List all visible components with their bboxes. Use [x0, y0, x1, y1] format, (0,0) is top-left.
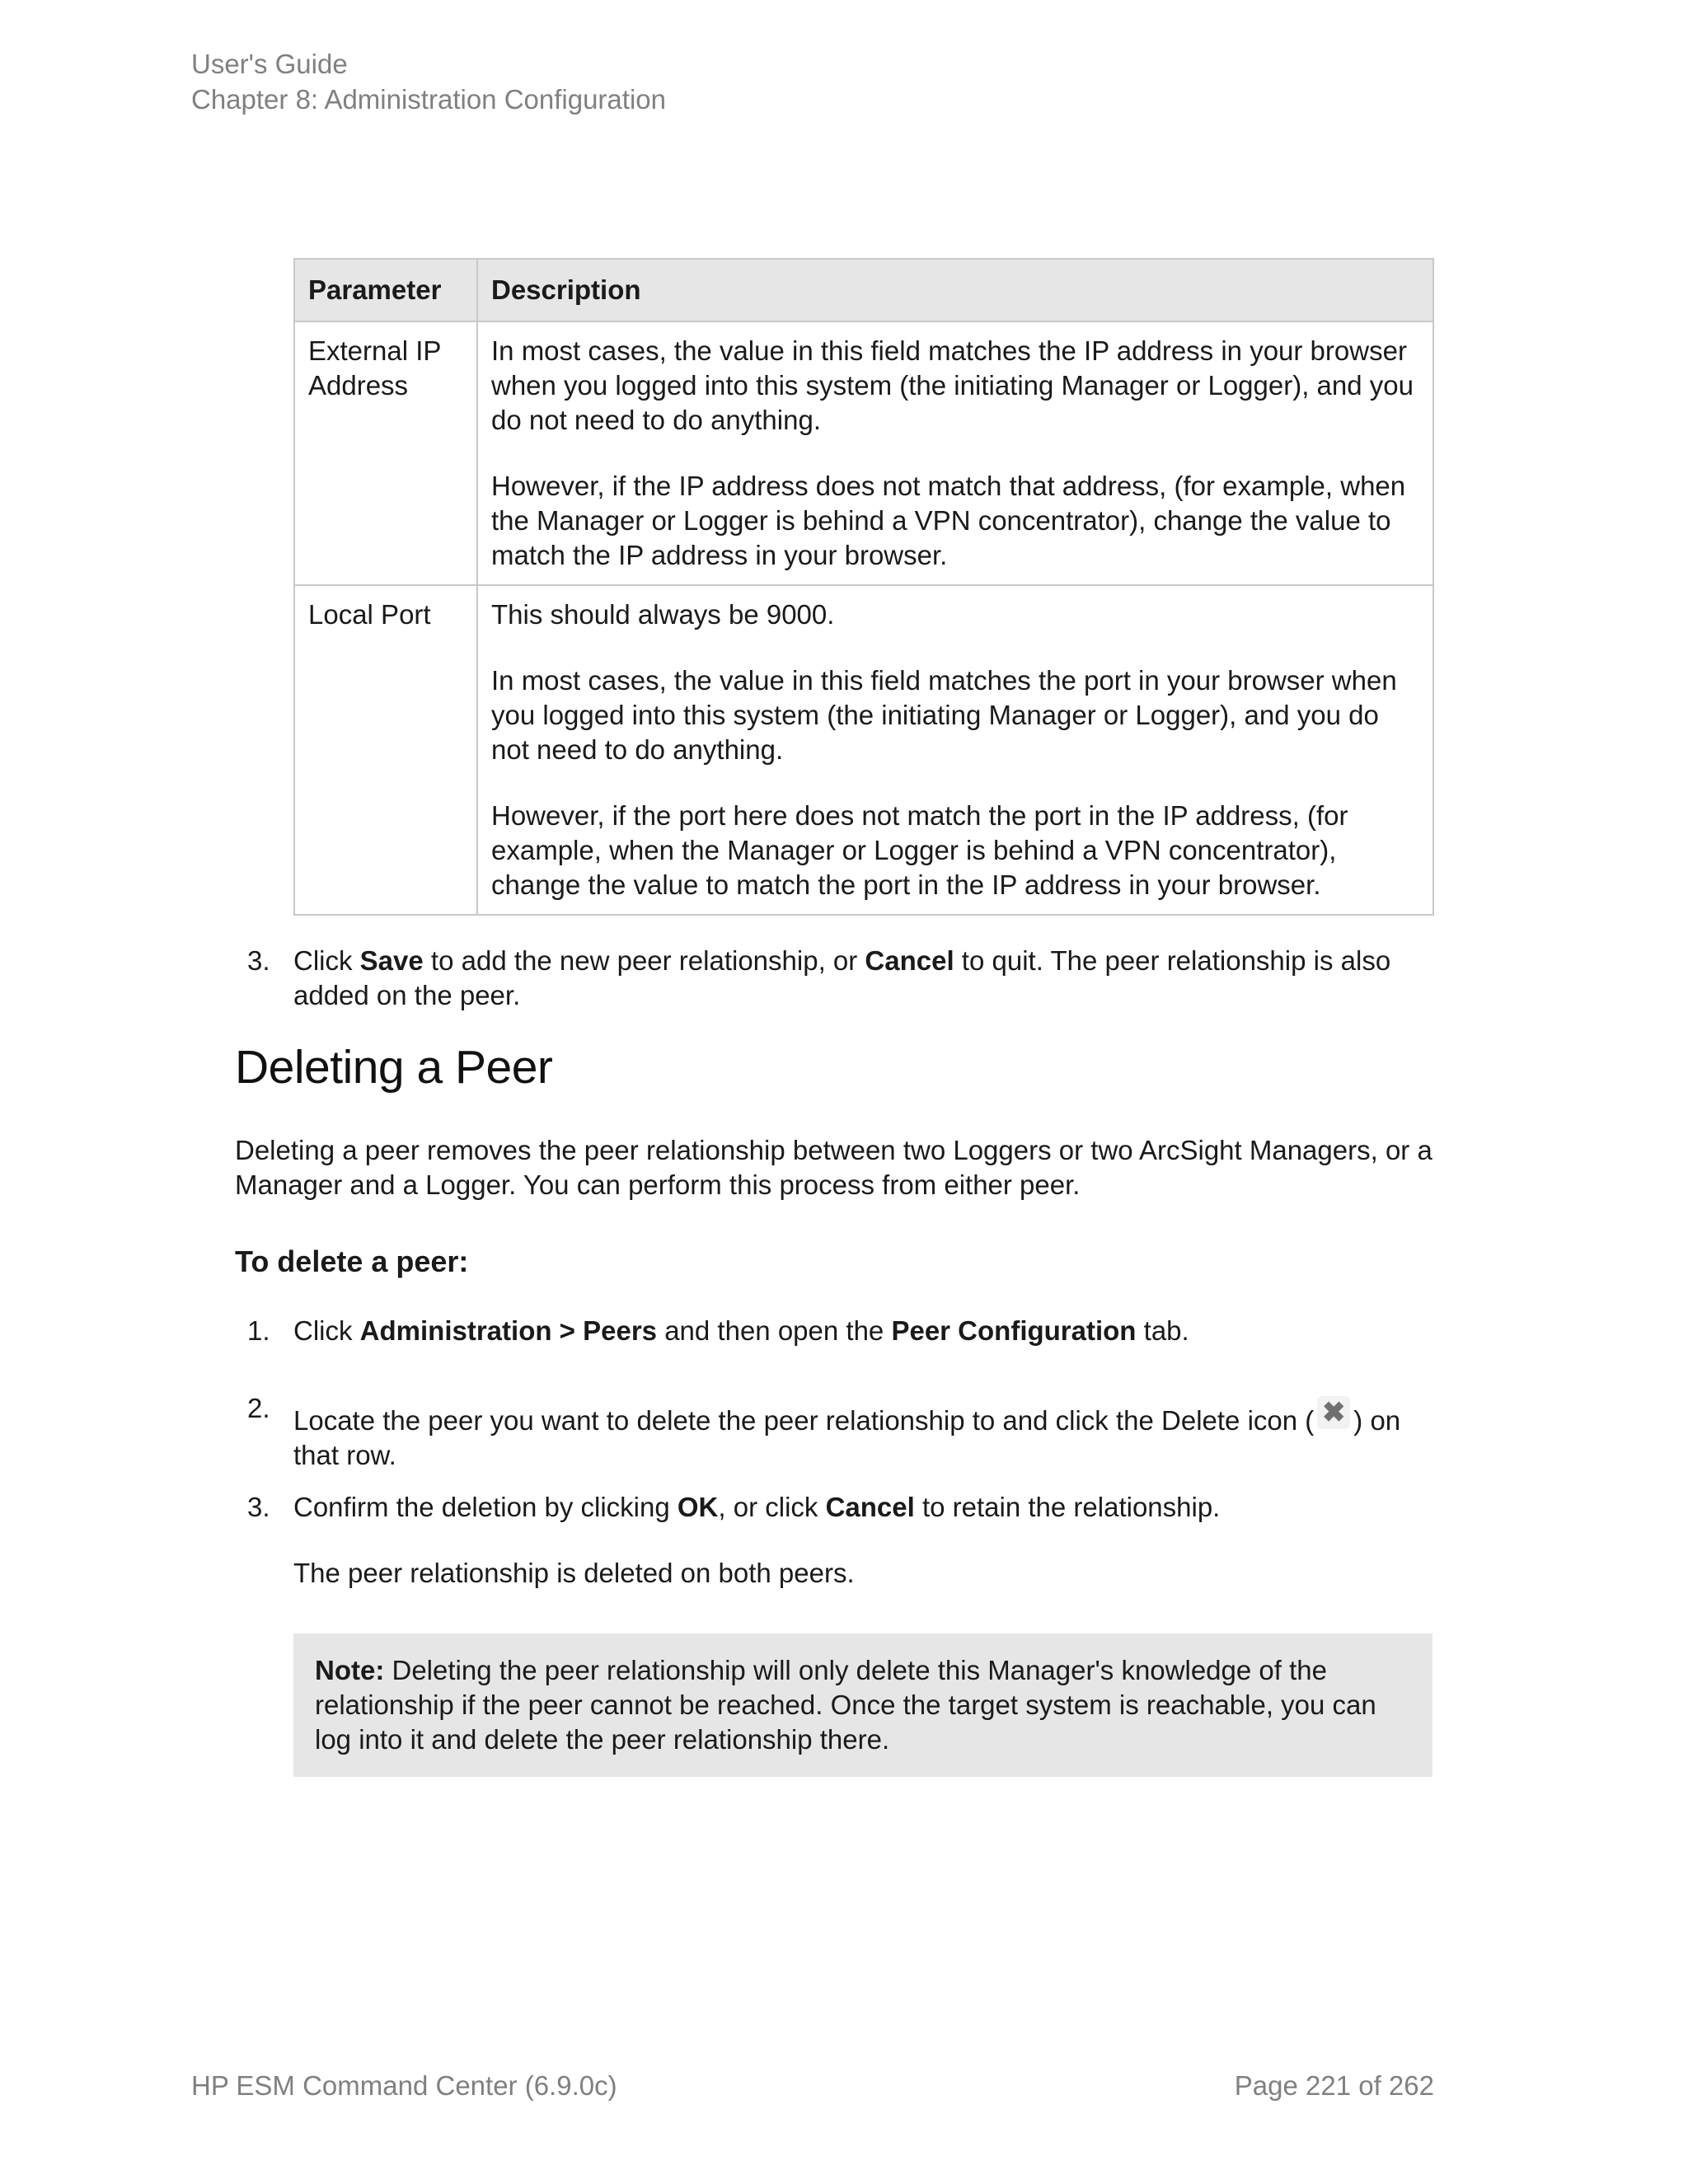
note-label: Note: [315, 1655, 385, 1685]
chapter-title: Chapter 8: Administration Configuration [191, 84, 666, 115]
section-title: Deleting a Peer [235, 1041, 553, 1094]
procedure-title: To delete a peer: [235, 1244, 469, 1278]
step-text-part: ) on that row. [293, 1405, 1401, 1470]
step-text [293, 1314, 1434, 1348]
tab-name: Peer Configuration [891, 1315, 1137, 1346]
note-box [293, 1633, 1432, 1777]
ok-label: OK [677, 1492, 719, 1522]
step-click-delete [247, 1391, 1434, 1473]
table-row [294, 585, 1433, 915]
step-number: 1. [247, 1315, 270, 1346]
column-header-description: Description [477, 259, 1433, 321]
save-label: Save [359, 945, 424, 976]
step-text-part: to add the new peer relationship, or [423, 945, 865, 976]
column-header-parameter: Parameter [294, 259, 477, 321]
step-text-part: and then open the [657, 1315, 892, 1346]
step-text-part: Click [293, 1315, 360, 1346]
guide-title: User's Guide [191, 49, 348, 79]
step-open-peers [247, 1314, 1434, 1348]
description-paragraph: This should always be 9000. [491, 599, 835, 630]
description-paragraph: In most cases, the value in this field matches the port in your browser when you logged into this system (the initiating Manager or Logger), and you do not need to do anything. [491, 665, 1397, 765]
step-text-part: Confirm the deletion by clicking [293, 1492, 678, 1522]
table-row [294, 321, 1433, 585]
step-text [293, 1490, 1434, 1525]
description-cell [477, 321, 1433, 585]
table-header-row [294, 259, 1433, 321]
result-text: The peer relationship is deleted on both peers. [293, 1558, 855, 1588]
step-text-part: , or click [718, 1492, 826, 1522]
step-save-peer [247, 944, 1434, 1013]
step-text-part: Click [293, 945, 360, 976]
delete-icon: ✖ [1317, 1396, 1350, 1429]
step-text-part: to quit. The peer relationship is also added on the peer. [293, 945, 1391, 1010]
description-cell [477, 585, 1433, 915]
step-text-part: Locate the peer you want to delete the peer relationship to and click the Delete icon ( [293, 1405, 1315, 1436]
footer-product: HP ESM Command Center (6.9.0c) [191, 2070, 617, 2101]
parameter-cell: External IP Address [294, 321, 477, 585]
step-number: 3. [247, 945, 270, 976]
note-text: Deleting the peer relationship will only delete this Manager's knowledge of the relationship if the peer cannot be reached. Once the target system is reachable, you can log into it and delete the peer relationship there. [315, 1655, 1376, 1755]
cancel-label: Cancel [865, 945, 954, 976]
menu-path: Administration > Peers [359, 1315, 658, 1346]
step-number: 2. [247, 1393, 270, 1423]
description-paragraph: However, if the IP address does not match that address, (for example, when the Manager or Logger is behind a VPN concentrator), change the value to match the IP address in your browser. [491, 471, 1406, 570]
section-intro: Deleting a peer removes the peer relationship between two Loggers or two ArcSight Managers, or a Manager and a Logger. You can perform this process from either peer. [235, 1135, 1432, 1200]
parameter-cell: Local Port [294, 585, 477, 915]
description-paragraph: However, if the port here does not match the port in the IP address, (for example, when the Manager or Logger is behind a VPN concentrator), change the value to match the port in the IP address in your browser. [491, 800, 1348, 900]
step-number: 3. [247, 1492, 270, 1522]
footer-page-number: Page 221 of 262 [1234, 2070, 1434, 2101]
cancel-label: Cancel [825, 1492, 915, 1522]
step-confirm-deletion [247, 1490, 1434, 1525]
parameter-table [293, 258, 1434, 916]
step-text-part: tab. [1136, 1315, 1189, 1346]
step-text [293, 944, 1434, 1013]
description-paragraph: In most cases, the value in this field matches the IP address in your browser when you logged into this system (the initiating Manager or Logger), and you do not need to do anything. [491, 335, 1414, 435]
page-header [191, 46, 666, 117]
step-text-part: to retain the relationship. [914, 1492, 1221, 1522]
step-text [293, 1391, 1434, 1473]
